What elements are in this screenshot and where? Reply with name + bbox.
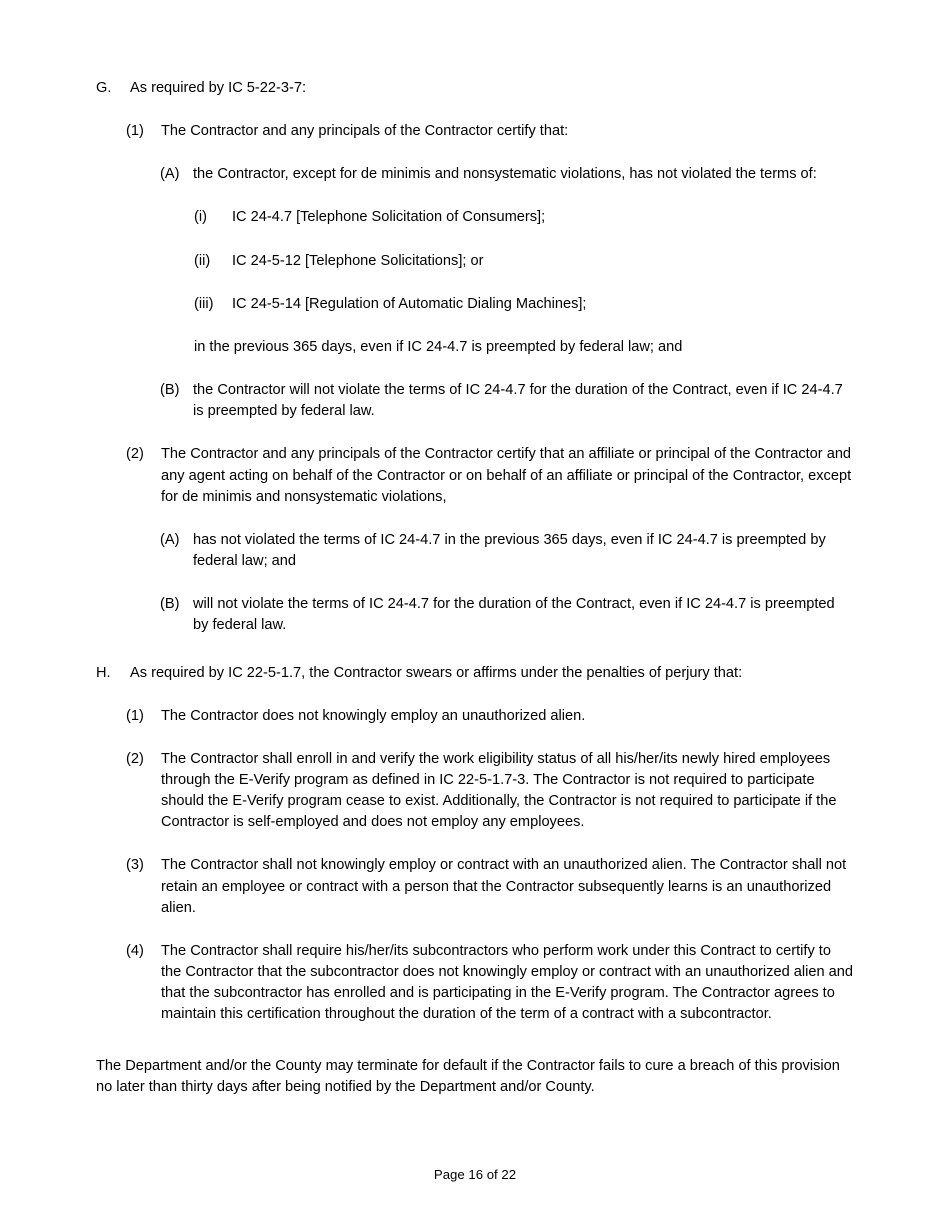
section-h-item-4	[126, 941, 854, 1026]
section-g-item-1-sub-b-text: the Contractor will not violate the terms of IC 24-4.7 for the duration of the Contract, even if IC 24-4.7 is preempted by federal law.	[193, 382, 843, 420]
section-g-item-1-sub-b	[160, 380, 854, 422]
section-g-item-1-sub-b-marker: (B)	[160, 382, 180, 399]
closing-paragraph: The Department and/or the County may terminate for default if the Contractor fails to cure a breach of this provision no later than thirty days after being notified by the Department and/or County.	[96, 1057, 840, 1095]
section-g-roman-iii	[194, 294, 854, 315]
section-g-item-2-marker: (2)	[126, 446, 144, 463]
section-g-roman-ii-text: IC 24-5-12 [Telephone Solicitations]; or	[232, 252, 484, 269]
section-g-roman-i-marker: (i)	[194, 209, 207, 226]
section-h-item-2-text: The Contractor shall enroll in and verify the work eligibility status of all his/her/its newly hired employees through the E-Verify program as defined in IC 22-5-1.7-3. The Contractor is not required to participate should the E-Verify program cease to exist. Additionally, the Contractor is not required to participate if the Contractor is self-employed and does not employ any employees.	[161, 750, 837, 831]
section-h-item-2	[126, 749, 854, 834]
section-g-roman-i-text: IC 24-4.7 [Telephone Solicitation of Consumers];	[232, 209, 546, 226]
section-g-roman-iii-text: IC 24-5-14 [Regulation of Automatic Dialing Machines];	[232, 295, 587, 312]
section-h-item-1	[126, 706, 854, 727]
section-g-roman-i	[194, 207, 854, 228]
section-g-item-2-sub-a-marker: (A)	[160, 531, 180, 548]
section-g-item-1-sub-a-text: the Contractor, except for de minimis and nonsystematic violations, has not violated the terms of:	[193, 166, 817, 183]
section-h-text: As required by IC 22-5-1.7, the Contractor swears or affirms under the penalties of perjury that:	[130, 664, 743, 681]
section-h-item-1-text: The Contractor does not knowingly employ an unauthorized alien.	[161, 707, 586, 724]
section-h-item-3	[126, 855, 854, 918]
section-g-text: As required by IC 5-22-3-7:	[130, 80, 307, 96]
section-h-marker: H.	[96, 664, 111, 681]
section-g-roman-iii-marker: (iii)	[194, 295, 214, 312]
section-g-roman-ii	[194, 251, 854, 272]
section-h-item-4-text: The Contractor shall require his/her/its subcontractors who perform work under this Contract to certify to the Contractor that the subcontractor does not knowingly employ or contract with an unauthorized alien and that the subcontractor has enrolled and is participating in the E-Verify program. The Contractor agrees to maintain this certification throughout the duration of the term of a contract with a subcontractor.	[161, 942, 853, 1023]
section-g-item-2-sub-a	[160, 530, 854, 572]
section-g-item-2	[126, 444, 854, 507]
section-g-item-2-sub-a-text: has not violated the terms of IC 24-4.7 in the previous 365 days, even if IC 24-4.7 is preempted by federal law; and	[193, 531, 826, 570]
section-h-item-1-marker: (1)	[126, 707, 144, 724]
section-h-item-2-marker: (2)	[126, 750, 144, 767]
section-g-item-1	[126, 121, 854, 142]
section-g-roman-ii-marker: (ii)	[194, 252, 211, 269]
section-g-item-1-sub-a-marker: (A)	[160, 166, 180, 183]
section-g-item-2-sub-b-text: will not violate the terms of IC 24-4.7 for the duration of the Contract, even if IC 24-4.7 is preempted by federal law.	[193, 596, 835, 634]
section-h-item-4-marker: (4)	[126, 942, 144, 959]
section-g-item-1-sub-a	[160, 164, 854, 185]
section-g-item-2-sub-b	[160, 594, 854, 636]
section-h-item-3-text: The Contractor shall not knowingly employ or contract with an unauthorized alien. The Contractor shall not retain an employee or contract with a person that the Contractor subsequently learns is an unauthorized alien.	[161, 857, 847, 916]
section-g-item-1-marker: (1)	[126, 123, 144, 140]
section-g-sub-a-trailing: in the previous 365 days, even if IC 24-4.7 is preempted by federal law; and	[194, 338, 683, 355]
section-g	[96, 78, 854, 99]
section-g-marker: G.	[96, 80, 112, 96]
section-g-item-1-text: The Contractor and any principals of the Contractor certify that:	[161, 123, 569, 140]
section-h	[96, 663, 854, 684]
page-footer: Page 16 of 22	[433, 1167, 517, 1182]
section-h-item-3-marker: (3)	[126, 857, 144, 874]
section-g-item-2-sub-b-marker: (B)	[160, 596, 180, 613]
section-g-item-2-text: The Contractor and any principals of the Contractor certify that an affiliate or principal of the Contractor and any agent acting on behalf of the Contractor or on behalf of an affiliate or principal of the Contractor, except for de minimis and nonsystematic violations,	[161, 446, 852, 505]
